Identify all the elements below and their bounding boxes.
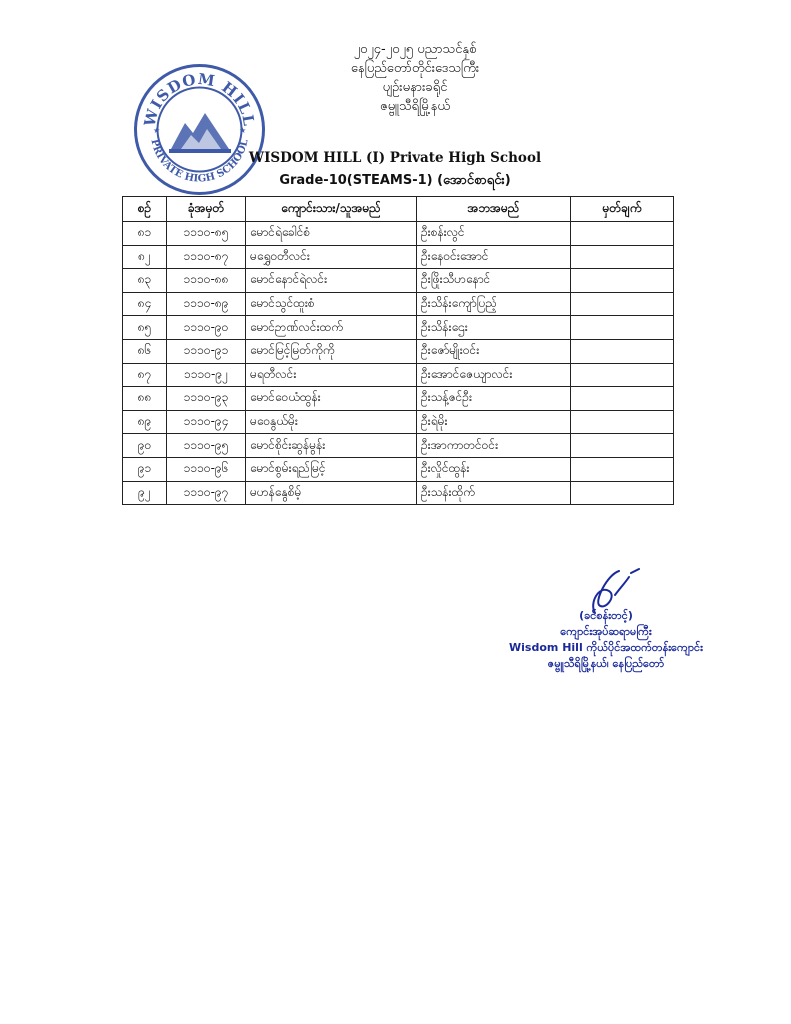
serial-cell: ၈၇ <box>123 363 167 387</box>
remark-cell <box>571 434 674 458</box>
remark-cell <box>571 245 674 269</box>
roll-number-cell: ၁၁၁၀-၉၁ <box>167 339 246 363</box>
signer-school: Wisdom Hill ကိုယ်ပိုင်အထက်တန်းကျောင်း <box>509 641 703 654</box>
district: ပျဉ်းမနားခရိုင် <box>382 80 448 95</box>
student-name-cell: မောင်စိုင်းဆွန်မွန်း <box>246 434 417 458</box>
student-name-cell: မရွှေဝတီလင်း <box>246 245 417 269</box>
father-name-cell: ဦးနေဝင်းအောင် <box>417 245 571 269</box>
logo-star-right-icon: ★ <box>239 126 247 135</box>
signer-title: ကျောင်းအုပ်ဆရာမကြီး <box>560 625 652 638</box>
column-header: မှတ်ချက် <box>571 197 674 222</box>
student-name-cell: မဝေနွယ်မိုး <box>246 410 417 434</box>
remark-cell <box>571 292 674 316</box>
signer-location: ဇမ္ဗူသီရိမြို့နယ်၊ နေပြည်တော် <box>547 657 665 670</box>
student-name-cell: မောင်မြင့်မြတ်ကိုကို <box>246 339 417 363</box>
column-header: ခုံအမှတ် <box>167 197 246 222</box>
roll-number-cell: ၁၁၁၀-၈၉ <box>167 292 246 316</box>
serial-cell: ၈၃ <box>123 269 167 293</box>
results-table <box>122 196 674 505</box>
roll-number-cell: ၁၁၁၀-၈၈ <box>167 269 246 293</box>
father-name-cell: ဦးသန်းထိုက် <box>417 481 571 505</box>
father-name-cell: ဦးလှိုင်ထွန်း <box>417 457 571 481</box>
table-row <box>123 363 674 387</box>
table-row <box>123 481 674 505</box>
logo-bottom-text: PRIVATE HIGH SCHOOL <box>148 138 251 185</box>
table-row <box>123 222 674 246</box>
column-header: စဉ် <box>123 197 167 222</box>
column-header: အဘအမည် <box>417 197 571 222</box>
roll-number-cell: ၁၁၁၀-၉၂ <box>167 363 246 387</box>
table-row <box>123 387 674 411</box>
father-name-cell: ဦးအာကာတင်ဝင်း <box>417 434 571 458</box>
remark-cell <box>571 481 674 505</box>
student-name-cell: မောင်ရဲခေါင်စံ <box>246 222 417 246</box>
father-name-cell: ဦးဇော်မျိုးဝင်း <box>417 339 571 363</box>
remark-cell <box>571 339 674 363</box>
column-header: ကျောင်းသား/သူအမည် <box>246 197 417 222</box>
region: နေပြည်တော်တိုင်းဒေသကြီး <box>350 61 480 76</box>
table-row <box>123 410 674 434</box>
header-block <box>200 40 630 116</box>
township: ဇမ္ဗူသီရိမြို့နယ် <box>380 99 450 114</box>
table-header-row <box>123 197 674 222</box>
father-name-cell: ဦးအောင်ဇေယျာလင်း <box>417 363 571 387</box>
father-name-cell: ဦးရဲမိုး <box>417 410 571 434</box>
roll-number-cell: ၁၁၁၀-၈၅ <box>167 222 246 246</box>
remark-cell <box>571 410 674 434</box>
father-name-cell: ဦးသိန်းဌေး <box>417 316 571 340</box>
serial-cell: ၈၈ <box>123 387 167 411</box>
remark-cell <box>571 363 674 387</box>
serial-cell: ၈၉ <box>123 410 167 434</box>
serial-cell: ၉၂ <box>123 481 167 505</box>
remark-cell <box>571 269 674 293</box>
table-row <box>123 434 674 458</box>
signature-block <box>486 608 726 672</box>
student-name-cell: မောင်ဝေယံထွန်း <box>246 387 417 411</box>
roll-number-cell: ၁၁၁၀-၉၀ <box>167 316 246 340</box>
grade-title: Grade-10(STEAMS-1) (အောင်စာရင်း) <box>279 173 511 188</box>
remark-cell <box>571 222 674 246</box>
table-row <box>123 316 674 340</box>
serial-cell: ၈၅ <box>123 316 167 340</box>
student-name-cell: မောင်စွမ်းရည်မြင့် <box>246 457 417 481</box>
remark-cell <box>571 316 674 340</box>
student-name-cell: မဟန်နွေစိမ့် <box>246 481 417 505</box>
serial-cell: ၈၁ <box>123 222 167 246</box>
father-name-cell: ဦးစန်းလွင် <box>417 222 571 246</box>
student-name-cell: မရတီလင်း <box>246 363 417 387</box>
remark-cell <box>571 457 674 481</box>
remark-cell <box>571 387 674 411</box>
serial-cell: ၉၀ <box>123 434 167 458</box>
student-name-cell: မောင်ဉာဏ်လင်းထက် <box>246 316 417 340</box>
table-row <box>123 457 674 481</box>
logo-top-text: WISDOM HILL <box>140 69 259 129</box>
serial-cell: ၈၂ <box>123 245 167 269</box>
academic-year: ၂၀၂၄-၂၀၂၅ ပညာသင်နှစ် <box>353 42 477 57</box>
roll-number-cell: ၁၁၁၀-၉၆ <box>167 457 246 481</box>
serial-cell: ၈၄ <box>123 292 167 316</box>
logo-star-left-icon: ★ <box>153 126 161 135</box>
table-row <box>123 245 674 269</box>
student-name-cell: မောင်သွင်ထူးစံ <box>246 292 417 316</box>
serial-cell: ၈၆ <box>123 339 167 363</box>
logo-emblem-icon <box>169 113 231 153</box>
serial-cell: ၉၁ <box>123 457 167 481</box>
student-name-cell: မောင်နောင်ရဲလင်း <box>246 269 417 293</box>
father-name-cell: ဦးသန့်ဇင်ဦး <box>417 387 571 411</box>
table-row <box>123 292 674 316</box>
roll-number-cell: ၁၁၁၀-၈၇ <box>167 245 246 269</box>
father-name-cell: ဦးဖြိုးသီဟနောင် <box>417 269 571 293</box>
roll-number-cell: ၁၁၁၀-၉၄ <box>167 410 246 434</box>
roll-number-cell: ၁၁၁၀-၉၅ <box>167 434 246 458</box>
father-name-cell: ဦးသိန်းကျော်ပြည့် <box>417 292 571 316</box>
signer-name: (ခင်စန်းတင့်) <box>579 609 633 622</box>
table-row <box>123 269 674 293</box>
table-row <box>123 339 674 363</box>
roll-number-cell: ၁၁၁၀-၉၇ <box>167 481 246 505</box>
roll-number-cell: ၁၁၁၀-၉၃ <box>167 387 246 411</box>
school-name: WISDOM HILL (I) Private High School <box>248 150 542 166</box>
